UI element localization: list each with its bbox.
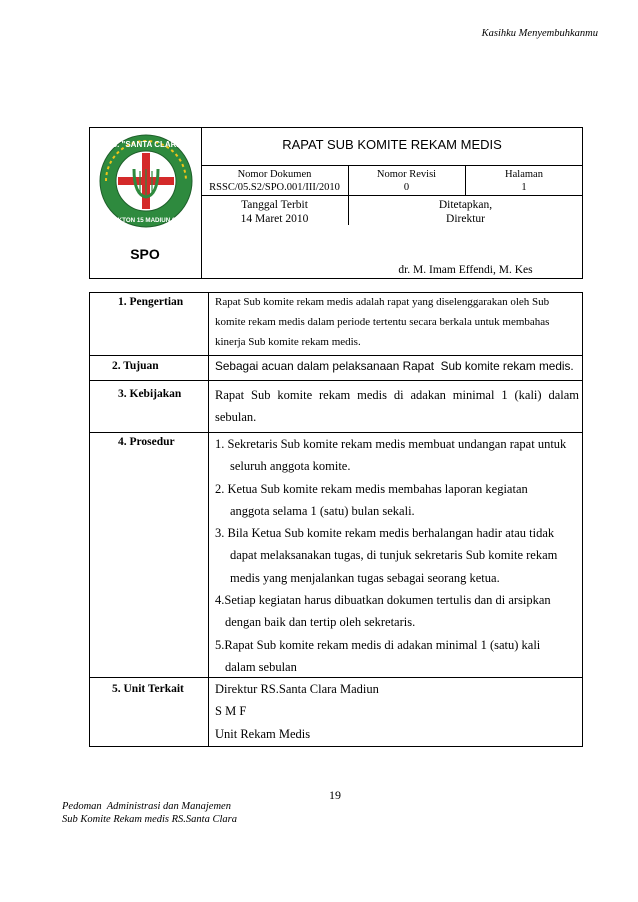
section-label-unit-terkait: 5. Unit Terkait (112, 683, 184, 695)
prosedur-line-4: anggota selama 1 (satu) bulan sekali. (230, 503, 415, 518)
page-number: 19 (329, 788, 341, 802)
section-label-tujuan: 2. Tujuan (112, 360, 159, 372)
section-label-pengertian: 1. Pengertian (118, 296, 184, 308)
prosedur-line-9: dengan baik dan tertip oleh sekretaris. (225, 615, 416, 630)
revision-value: 0 (403, 182, 410, 193)
prosedur-line-5: 3. Bila Ketua Sub komite rekam medis berhalangan hadir atau tidak (215, 526, 555, 541)
lyre-cross-emblem-icon (98, 133, 194, 229)
approved-role: Direktur (446, 213, 485, 225)
prosedur-line-6: dapat melaksanakan tugas, di tunjuk sekretaris Sub komite rekam (230, 548, 558, 563)
header-tagline: Kasihku Menyembuhkanmu (481, 28, 598, 39)
prosedur-line-2: seluruh anggota komite. (230, 459, 351, 474)
approved-name: dr. M. Imam Effendi, M. Kes (398, 264, 533, 276)
unit-line-3: Unit Rekam Medis (215, 726, 311, 741)
spo-label: SPO (130, 246, 160, 262)
pengertian-line-2: komite rekam medis dalam periode tertentu secara berkala untuk membahas (215, 316, 550, 328)
pengertian-line-1: Rapat Sub komite rekam medis adalah rapat yang diselenggarakan oleh Sub (215, 296, 550, 308)
issued-label: Tanggal Terbit (241, 199, 308, 211)
unit-line-2: S M F (215, 704, 247, 719)
revision-label: Nomor Revisi (376, 169, 437, 180)
page-label: Halaman (505, 169, 543, 180)
prosedur-line-8: 4.Setiap kegiatan harus dibuatkan dokumen tertulis dan di arsipkan (215, 593, 551, 608)
section-label-kebijakan: 3. Kebijakan (118, 388, 182, 400)
prosedur-line-3: 2. Ketua Sub komite rekam medis membahas laporan kegiatan (215, 481, 528, 496)
unit-line-1: Direktur RS.Santa Clara Madiun (215, 682, 379, 696)
section-label-prosedur: 4. Prosedur (118, 436, 175, 448)
svg-text:Jl. BIKTON 15 MADIUN 63122: Jl. BIKTON 15 MADIUN 63122 (102, 217, 190, 224)
doc-number-label: Nomor Dokumen (237, 169, 312, 180)
prosedur-line-1: 1. Sekretaris Sub komite rekam medis membuat undangan rapat untuk (215, 437, 567, 451)
pengertian-line-3: kinerja Sub komite rekam medis. (215, 336, 361, 348)
approved-label: Ditetapkan, (438, 199, 493, 211)
issued-value: 14 Maret 2010 (240, 213, 309, 225)
prosedur-line-11: dalam sebulan (225, 659, 297, 674)
document-title: RAPAT SUB KOMITE REKAM MEDIS (282, 137, 502, 152)
tujuan-text: Sebagai acuan dalam pelaksanaan Rapat Sub komite rekam medis. (215, 359, 574, 373)
page-value: 1 (521, 182, 527, 193)
svg-text:RS. "SANTA CLARA": RS. "SANTA CLARA" (105, 140, 187, 149)
doc-number-value: RSSC/05.S2/SPO.001/III/2010 (209, 182, 340, 193)
prosedur-line-7: medis yang menjalankan tugas sebagai seorang ketua. (230, 570, 500, 585)
kebijakan-line-2: sebulan. (215, 410, 257, 425)
kebijakan-line-1: Rapat Sub komite rekam medis di adakan minimal 1 (kali) dalam (215, 388, 579, 402)
footer-line-1: Pedoman Administrasi dan Manajemen (62, 801, 231, 812)
hospital-logo (98, 133, 194, 229)
prosedur-line-10: 5.Rapat Sub komite rekam medis di adakan minimal 1 (satu) kali (215, 637, 541, 652)
footer-line-2: Sub Komite Rekam medis RS.Santa Clara (62, 814, 237, 825)
